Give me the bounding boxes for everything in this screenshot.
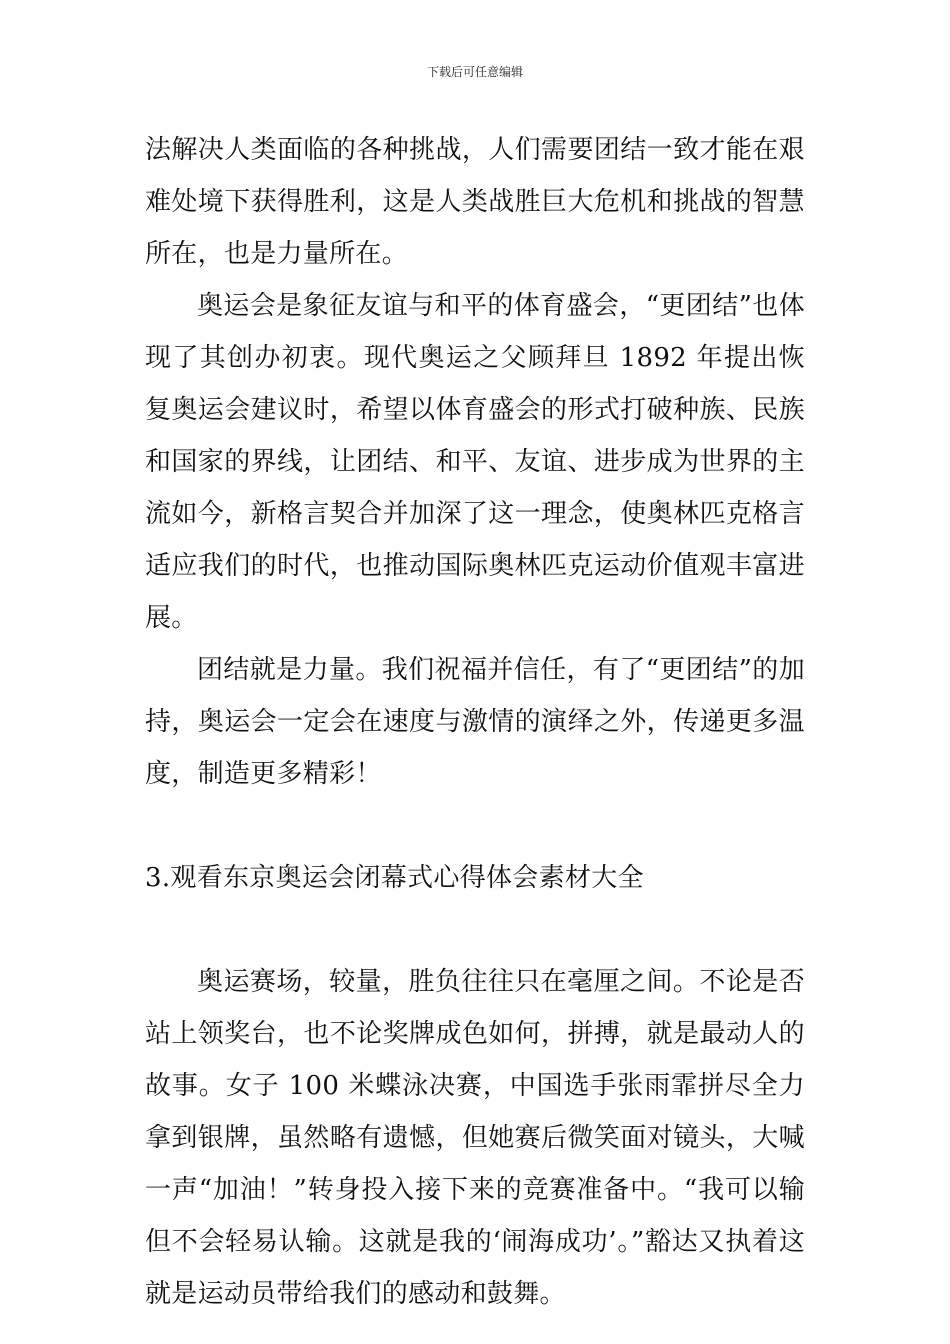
document-body: [145, 124, 805, 1320]
section-heading: 3.观看东京奥运会闭幕式心得体会素材大全: [145, 863, 644, 893]
section-spacer: [145, 904, 805, 956]
page-header-note: 下载后可任意编辑: [426, 65, 523, 79]
paragraph-unity-strength: 团结就是力量。我们祝福并信任，有了“更团结”的加持，奥运会一定会在速度与激情的演绎之外，传递更多温度，制造更多精彩！: [145, 655, 805, 789]
paragraph-olympic-unity: 奥运会是象征友谊与和平的体育盛会，“更团结”也体现了其创办初衷。现代奥运之父顾拜旦 1892 年提出恢复奥运会建议时，希望以体育盛会的形式打破种族、民族和国家的界线，让团结、和平、友谊、进步成为世界的主流如今，新格言契合并加深了这一理念，使奥林匹克格言适应我们的时代，也推动国际奥林匹克运动价值观丰富进展。: [145, 291, 805, 633]
paragraph-competition: 奥运赛场，较量，胜负往往只在毫厘之间。不论是否站上领奖台，也不论奖牌成色如何，拼搏，就是最动人的故事。女子 100 米蝶泳决赛，中国选手张雨霏拼尽全力拿到银牌，虽然略有遗憾，但她赛后微笑面对镜头，大喊一声“加油！”转身投入接下来的竞赛准备中。“我可以输但不会轻易认输。这就是我的‘闹海成功’。”豁达又执着这就是运动员带给我们的感动和鼓舞。: [145, 967, 805, 1309]
paragraph-continuation: 法解决人类面临的各种挑战，人们需要团结一致才能在艰难处境下获得胜利，这是人类战胜巨大危机和挑战的智慧所在，也是力量所在。: [145, 135, 805, 269]
